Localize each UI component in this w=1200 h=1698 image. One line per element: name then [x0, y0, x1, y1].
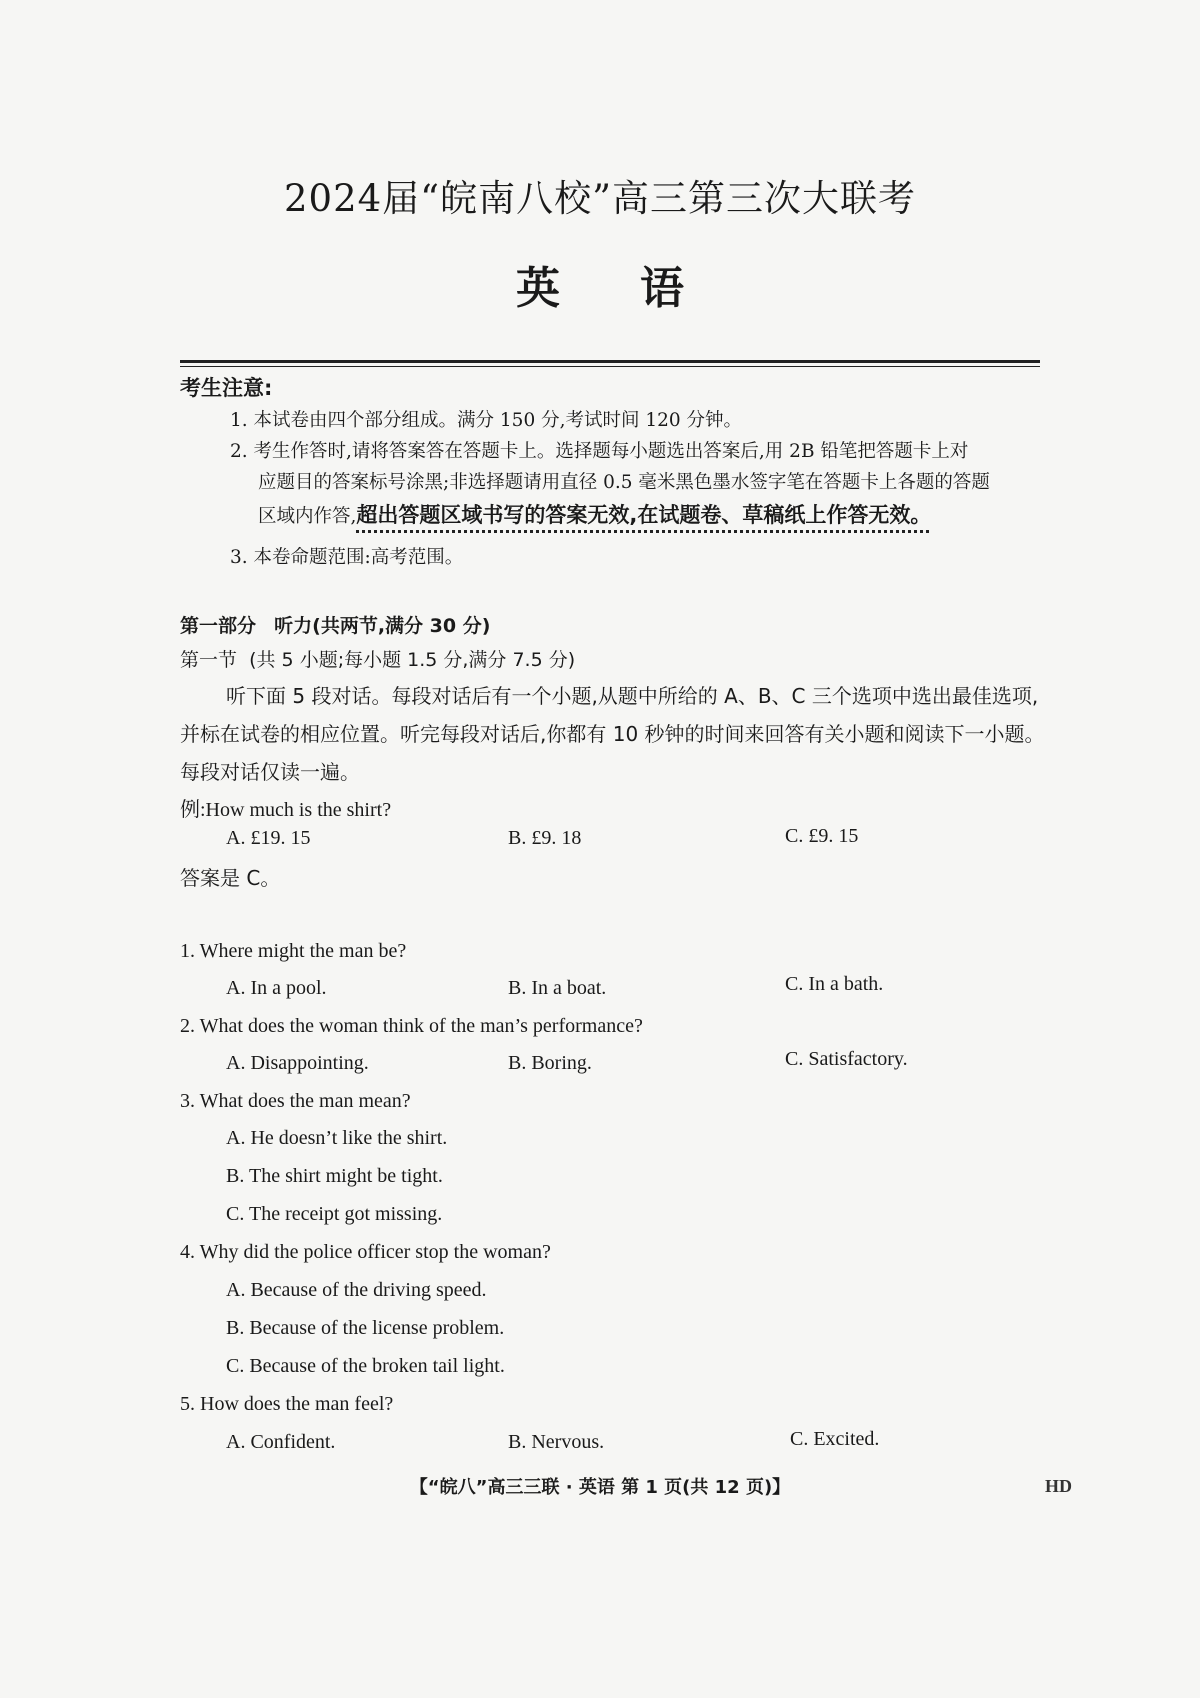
example-answer: 答案是 C。: [180, 866, 281, 890]
question-4-option-c: C. Because of the broken tail light.: [226, 1355, 505, 1377]
section-1-title: 第一节: [180, 649, 238, 671]
question-5-option-b: B. Nervous.: [508, 1431, 605, 1453]
question-3-option-a: A. He doesn’t like the shirt.: [226, 1127, 448, 1149]
exam-title: 2024届“皖南八校”高三第三次大联考: [284, 177, 916, 220]
question-1-option-c: C. In a bath.: [785, 973, 884, 995]
page-footer: 【“皖八”高三三联 · 英语 第 1 页(共 12 页)】: [409, 1477, 791, 1498]
notice-item-2-line-1: 2. 考生作答时,请将答案答在答题卡上。选择题每小题选出答案后,用 2B 铅笔把答题卡上对: [230, 441, 969, 462]
header-divider: [180, 360, 1040, 367]
example-option-b: B. £9. 18: [508, 827, 582, 849]
footer-mark: HD: [1045, 1476, 1072, 1496]
section-1-desc: (共 5 小题;每小题 1.5 分,满分 7.5 分): [249, 649, 576, 671]
notice-item-3: 3. 本卷命题范围:高考范围。: [230, 547, 464, 568]
notice-item-1: 1. 本试卷由四个部分组成。满分 150 分,考试时间 120 分钟。: [230, 410, 743, 431]
notice-item-2-emphasis: 超出答题区域书写的答案无效,在试题卷、草稿纸上作答无效。: [356, 503, 932, 527]
listening-instructions: 听下面 5 段对话。每段对话后有一个小题,从题中所给的 A、B、C 三个选项中选出最佳选项,并标在试卷的相应位置。听完每段对话后,你都有 10 秒钟的时间来回答有关小题和阅读下一小题。每段对话仅读一遍。: [180, 684, 1045, 784]
part-1-title: 第一部分: [180, 615, 257, 637]
part-1-desc: 听力(共两节,满分 30 分): [274, 615, 491, 637]
example-option-a: A. £19. 15: [226, 827, 311, 849]
question-2-option-b: B. Boring.: [508, 1052, 592, 1074]
question-2-option-a: A. Disappointing.: [226, 1052, 369, 1074]
question-3-option-c: C. The receipt got missing.: [226, 1203, 443, 1225]
notice-item-2-line-2: 应题目的答案标号涂黑;非选择题请用直径 0.5 毫米黑色墨水签字笔在答题卡上各题的答题: [258, 472, 990, 493]
question-5-option-c: C. Excited.: [790, 1428, 880, 1450]
example-question: 例:How much is the shirt?: [180, 799, 392, 821]
example-option-c: C. £9. 15: [785, 825, 859, 847]
section-1-heading: [180, 645, 575, 672]
question-4-option-a: A. Because of the driving speed.: [226, 1279, 487, 1301]
question-5-option-a: A. Confident.: [226, 1431, 336, 1453]
question-2-option-c: C. Satisfactory.: [785, 1048, 908, 1070]
question-5: 5. How does the man feel?: [180, 1393, 394, 1415]
question-1-option-b: B. In a boat.: [508, 977, 607, 999]
question-4-option-b: B. Because of the license problem.: [226, 1317, 505, 1339]
question-1: 1. Where might the man be?: [180, 940, 407, 962]
notice-item-2-line-3: [258, 500, 1058, 532]
question-3: 3. What does the man mean?: [180, 1090, 411, 1112]
question-3-option-b: B. The shirt might be tight.: [226, 1165, 443, 1187]
part-1-heading: [180, 611, 490, 638]
notice-item-2-plain: 区域内作答,: [258, 506, 357, 527]
question-2: 2. What does the woman think of the man’s performance?: [180, 1015, 643, 1037]
question-1-option-a: A. In a pool.: [226, 977, 327, 999]
question-4: 4. Why did the police officer stop the woman?: [180, 1241, 551, 1263]
subject-heading: 英语: [516, 263, 764, 314]
notice-title: 考生注意:: [180, 376, 273, 400]
